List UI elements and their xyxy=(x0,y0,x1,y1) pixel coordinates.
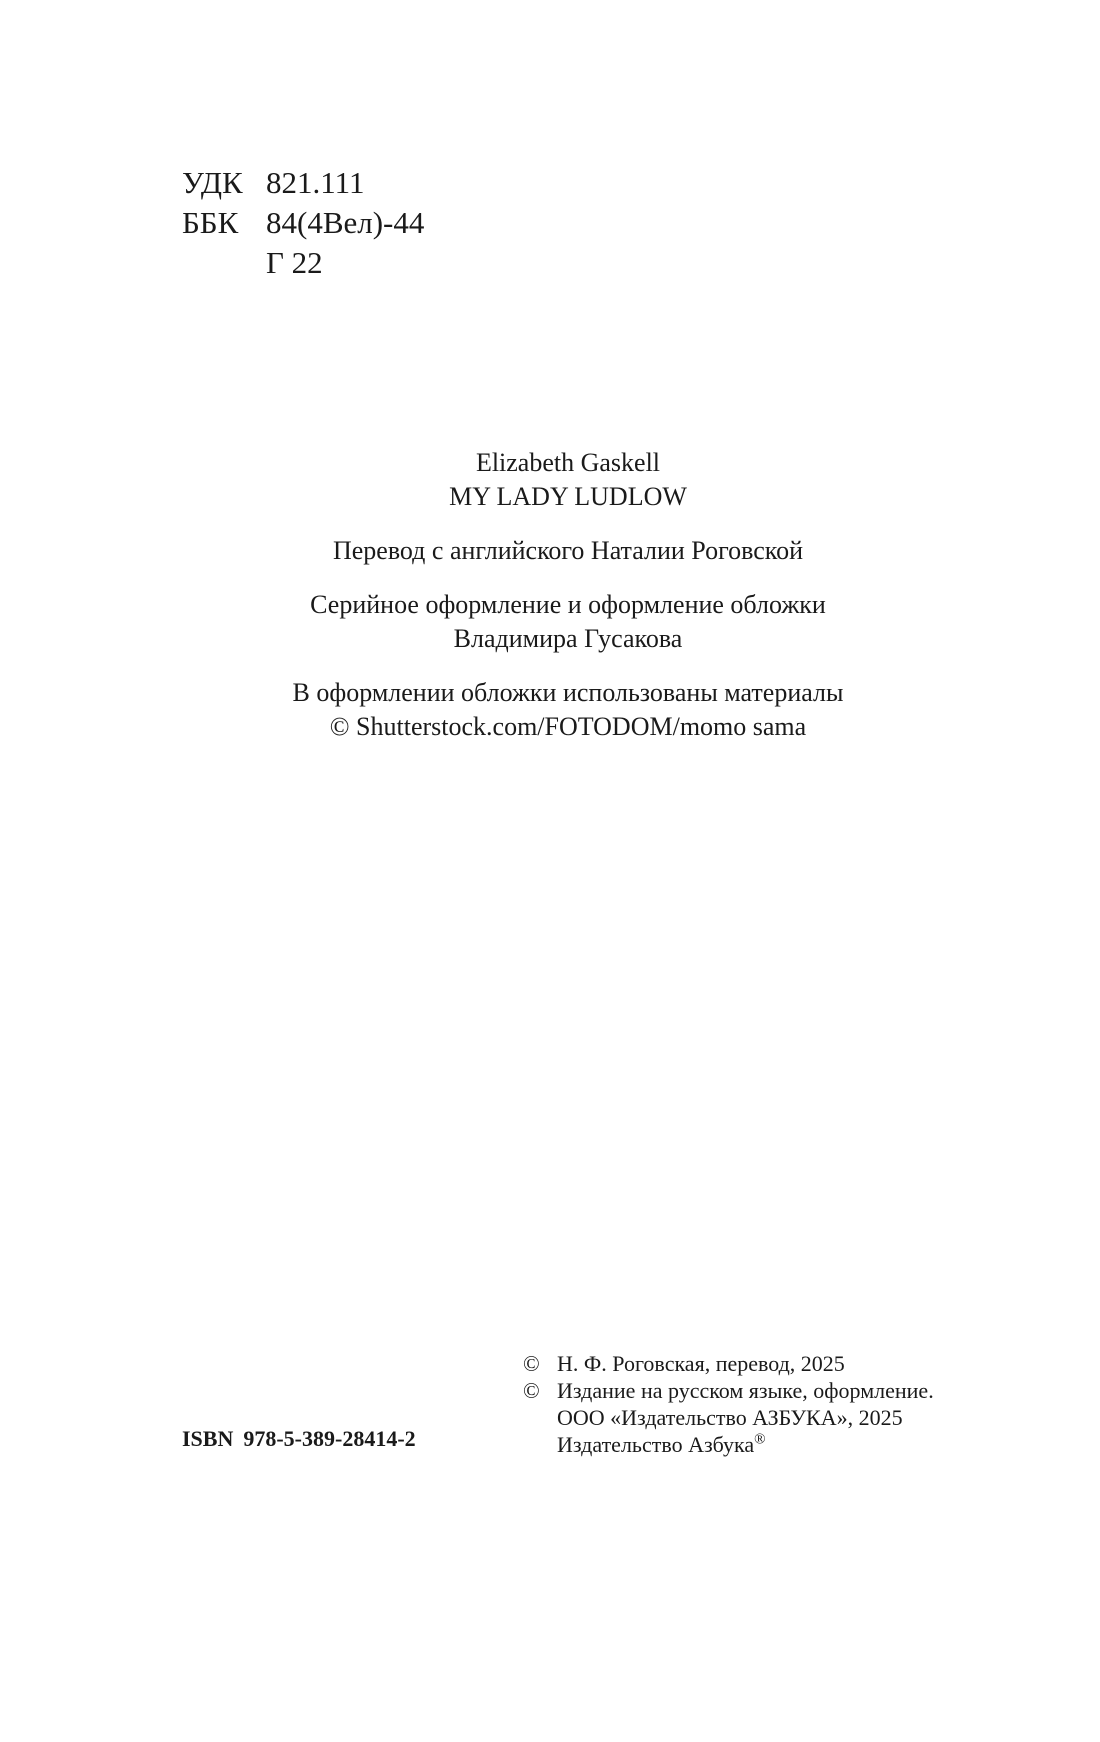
original-author: Elizabeth Gaskell xyxy=(475,448,661,477)
author-mark-row xyxy=(182,243,424,283)
copyright-translation-line xyxy=(523,1350,934,1377)
copyright-publisher-line xyxy=(523,1404,934,1431)
materials-credit-line1: В оформлении обложки использованы материалы xyxy=(292,678,844,707)
bbk-label: ББК xyxy=(182,205,239,240)
copyright-brand-line xyxy=(523,1431,934,1458)
original-work-group xyxy=(0,446,1100,514)
bbk-value: 84(4Вел)-44 xyxy=(266,205,425,240)
isbn xyxy=(182,1426,416,1452)
copyright-translation: Н. Ф. Роговская, перевод, 2025 xyxy=(557,1351,845,1376)
copyright-block xyxy=(523,1350,934,1458)
copyright-edition: Издание на русском языке, оформление. xyxy=(557,1378,934,1403)
copyright-symbol: © xyxy=(523,1351,540,1376)
materials-group xyxy=(0,676,1100,744)
materials-credit-line2: © Shutterstock.com/FOTODOM/momo sama xyxy=(329,712,807,741)
copyright-brand xyxy=(557,1431,766,1458)
brand-name: Издательство Азбука xyxy=(557,1432,755,1457)
translation-credit: Перевод с английского Наталии Роговской xyxy=(332,536,804,565)
author-mark-spacer xyxy=(182,243,266,283)
isbn-number: 978-5-389-28414-2 xyxy=(243,1426,416,1451)
udk-row xyxy=(182,163,424,203)
copyright-publisher: ООО «Издательство АЗБУКА», 2025 xyxy=(557,1405,903,1430)
design-credit-line1: Серийное оформление и оформление обложки xyxy=(310,590,826,619)
isbn-label: ISBN xyxy=(182,1426,234,1451)
design-credit-line2: Владимира Гусакова xyxy=(453,624,683,653)
copyright-symbol: © xyxy=(523,1378,540,1403)
classification-block xyxy=(182,163,424,283)
author-mark: Г 22 xyxy=(266,245,323,280)
copyright-edition-line xyxy=(523,1377,934,1404)
translation-group xyxy=(0,534,1100,568)
credits-block xyxy=(0,446,1100,764)
design-group xyxy=(0,588,1100,656)
bbk-row xyxy=(182,203,424,243)
udk-label: УДК xyxy=(182,165,243,200)
registered-mark: ® xyxy=(754,1431,766,1448)
udk-value: 821.111 xyxy=(266,165,365,200)
original-title: MY LADY LUDLOW xyxy=(449,482,687,511)
